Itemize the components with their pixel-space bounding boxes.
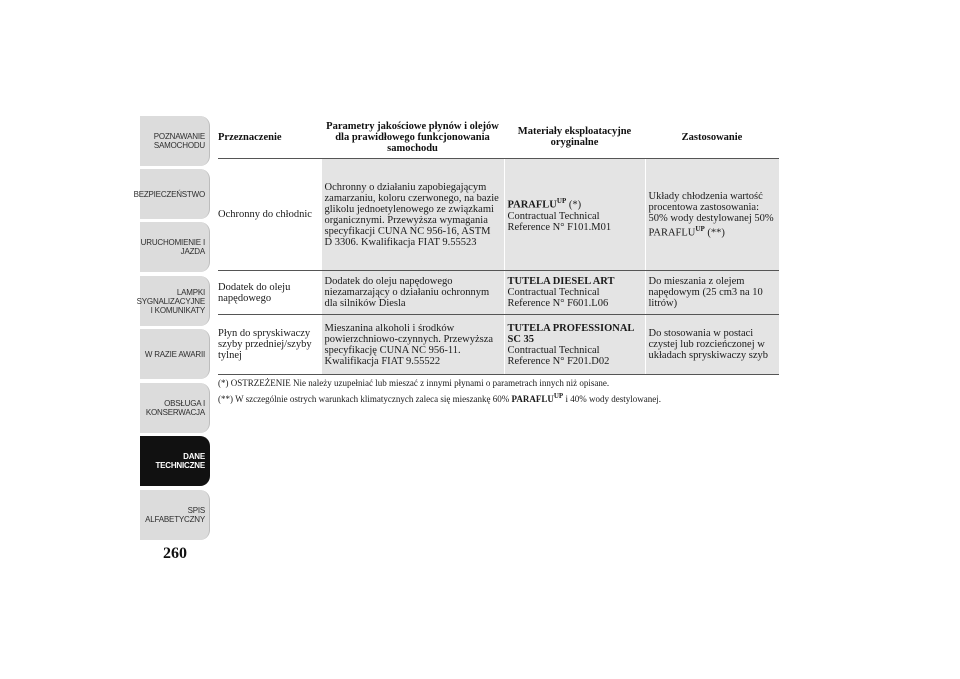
footnote-text: (**) W szczególnie ostrych warunkach klimatycznych zaleca się mieszankę 60% xyxy=(218,394,512,404)
footnote-product: PARAFLU xyxy=(511,394,554,404)
page-number: 260 xyxy=(163,545,187,562)
product-name: TUTELA DIESEL ART xyxy=(507,276,615,287)
tab-lampki-sygnalizacyjne[interactable] xyxy=(136,276,210,326)
tab-poznawanie-samochodu[interactable] xyxy=(140,116,210,166)
tab-dane-techniczne[interactable] xyxy=(140,436,210,486)
product-superscript: UP xyxy=(556,197,567,206)
footnotes xyxy=(218,377,798,406)
cell-usage xyxy=(645,159,779,271)
cell-purpose: Płyn do spryskiwaczy szyby przedniej/szyby tylnej xyxy=(218,315,321,375)
cell-usage: Do mieszania z olejem napędowym (25 cm3 na 10 litrów) xyxy=(645,271,779,315)
tab-label: LAMPKI SYGNALIZACYJNE I KOMUNIKATY xyxy=(136,287,205,315)
cell-purpose: Dodatek do oleju napędowego xyxy=(218,271,321,315)
usage-suffix: (**) xyxy=(704,227,725,239)
product-name: PARAFLU xyxy=(507,199,557,211)
tab-label: BEZPIECZEŃSTWO xyxy=(133,189,205,199)
tab-bezpieczenstwo[interactable] xyxy=(133,169,210,219)
table-header-row xyxy=(218,116,779,159)
tab-label: SPIS ALFABETYCZNY xyxy=(145,506,205,524)
product-name: TUTELA PROFESSIONAL SC 35 xyxy=(507,322,634,345)
tab-label: POZNAWANIE SAMOCHODU xyxy=(153,132,205,150)
spec-line2: Reference N° F101.M01 xyxy=(507,221,612,233)
spec-line2: Reference N° F601.L06 xyxy=(507,298,609,309)
spec-line1: Contractual Technical xyxy=(507,344,600,356)
cell-usage: Do stosowania w postaci czystej lub rozcieńczonej w układach spryskiwaczy szyb xyxy=(645,315,779,375)
tab-uruchomienie-i-jazda[interactable] xyxy=(140,222,210,272)
table-row xyxy=(218,159,779,271)
table-row xyxy=(218,271,779,315)
tab-spis-alfabetyczny[interactable] xyxy=(140,490,210,540)
usage-text: Układy chłodzenia wartość procentowa zastosowania: 50% wody destylowanej 50% PARAFLU xyxy=(648,190,774,239)
header-parameters: Parametry jakościowe płynów i olejów dla prawidłowego funkcjonowania samochodu xyxy=(321,116,504,159)
cell-parameters: Mieszanina alkoholi i środków powierzchniowo-czynnych. Przewyższa specyfikację CUNA NC 956-11. Kwalifikacja FIAT 9.55522 xyxy=(321,315,504,375)
fluids-table xyxy=(218,116,779,375)
usage-superscript: UP xyxy=(695,224,705,233)
footnote-climate xyxy=(218,390,798,406)
tab-label: DANE TECHNICZNE xyxy=(155,452,205,470)
spec-line1: Contractual Technical xyxy=(507,210,600,222)
tab-w-razie-awarii[interactable] xyxy=(140,329,210,379)
cell-purpose: Ochronny do chłodnic xyxy=(218,159,321,271)
cell-materials xyxy=(504,315,645,375)
tab-label: URUCHOMIENIE I JAZDA xyxy=(140,238,205,256)
cell-parameters: Ochronny o działaniu zapobiegającym zamarzaniu, koloru czerwonego, na bazie glikolu jednoetylenowego ze związkami organicznymi. Przewyższa wymagania specyfikacji CUNA NC 956-16, ASTM D 3306. Kwalifikacja FIAT 9.55523 xyxy=(321,159,504,271)
header-purpose: Przeznaczenie xyxy=(218,116,321,159)
cell-parameters: Dodatek do oleju napędowego niezamarzający o działaniu ochronnym dla silników Diesla xyxy=(321,271,504,315)
cell-materials xyxy=(504,159,645,271)
footnote-warning: (*) OSTRZEŻENIE Nie należy uzupełniać lub mieszać z innymi płynami o parametrach innych niż opisane. xyxy=(218,378,610,388)
product-suffix: (*) xyxy=(566,199,582,211)
footnote-superscript: UP xyxy=(553,392,564,400)
tab-obsluga-i-konserwacja[interactable] xyxy=(140,383,210,433)
header-materials: Materiały eksploatacyjne oryginalne xyxy=(504,116,645,159)
spec-line2: Reference N° F201.D02 xyxy=(507,355,610,367)
header-usage: Zastosowanie xyxy=(645,116,779,159)
spec-line1: Contractual Technical xyxy=(507,287,600,298)
footnote-suffix: i 40% wody destylowanej. xyxy=(563,394,661,404)
cell-materials xyxy=(504,271,645,315)
tab-label: W RAZIE AWARII xyxy=(144,349,205,359)
tab-label: OBSŁUGA I KONSERWACJA xyxy=(145,399,205,417)
table-row xyxy=(218,315,779,375)
